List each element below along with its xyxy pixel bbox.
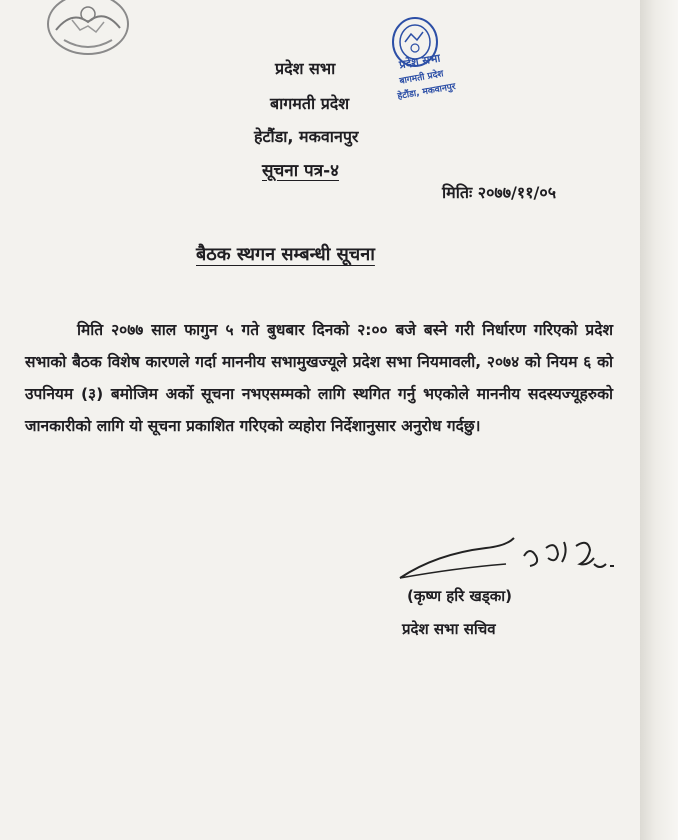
government-emblem-icon xyxy=(42,0,134,58)
province-name: बागमती प्रदेश xyxy=(270,94,350,113)
office-name: प्रदेश सभा xyxy=(275,59,336,78)
notice-date: मितिः २०७७/११/०५ xyxy=(442,183,557,202)
signer-name: (कृष्ण हरि खड्का) xyxy=(407,587,513,605)
seal-line-2: बागमती प्रदेश xyxy=(398,69,445,87)
paper-edge xyxy=(640,0,678,840)
office-location: हेटौंडा, मकवानपुर xyxy=(254,127,359,146)
office-seal xyxy=(385,8,477,103)
notice-number: सूचना पत्र-४ xyxy=(262,161,339,181)
notice-subject: बैठक स्थगन सम्बन्धी सूचना xyxy=(196,244,375,265)
signer-designation: प्रदेश सभा सचिव xyxy=(402,620,496,638)
notice-body: मिति २०७७ साल फागुन ५ गते बुधबार दिनको २:०० बजे बस्ने गरी निर्धारण गरिएको प्रदेश सभाको बैठक विशेष कारणले गर्दा माननीय सभामुखज्यूले प्रदेश सभा नियमावली, २०७४ को नियम ६ को उपनियम (३) बमोजिम अर्को सूचना नभएसम्मको लागि स्थगित गर्नु भएकोले माननीय सदस्यज्यूहरुको जानकारीको लागि यो सूचना प्रकाशित गरिएको व्यहोरा निर्देशानुसार अनुरोध गर्दछु। xyxy=(25,321,613,435)
seal-line-1: प्रदेश सभा xyxy=(398,51,442,72)
seal-line-3: हेटौंडा, मकवानपुर xyxy=(396,81,457,103)
signature-mark xyxy=(396,534,636,594)
